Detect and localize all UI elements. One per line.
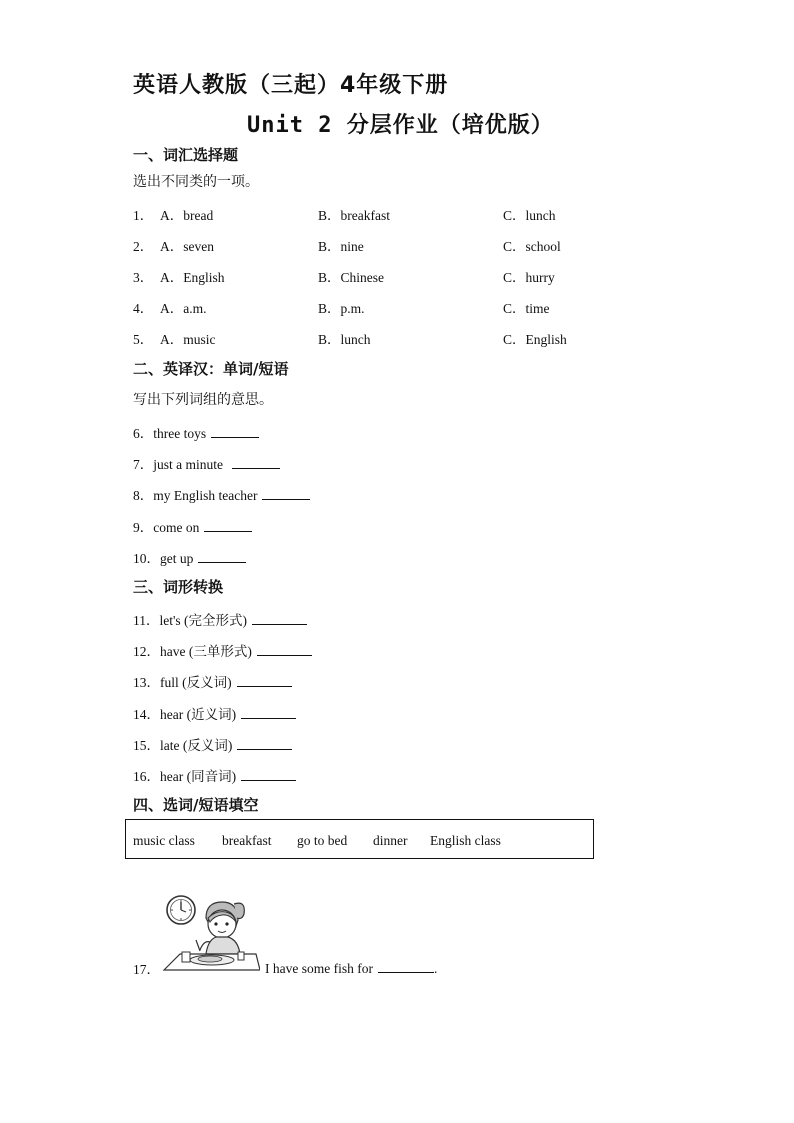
section-1-heading: 一、词汇选择题: [133, 146, 239, 164]
q8-answer-blank[interactable]: [262, 485, 310, 500]
q10: [133, 547, 246, 567]
q3-option-a: A．English: [160, 270, 225, 285]
q7: [133, 453, 280, 473]
section-1-instruction: 选出不同类的一项。: [133, 174, 259, 190]
q7-text: 7．just a minute: [133, 457, 223, 472]
q13-text: 13．full (反义词): [133, 675, 232, 690]
q11-answer-blank[interactable]: [252, 610, 307, 625]
word-bank-item: dinner: [373, 833, 408, 848]
page-subtitle: Unit 2 分层作业（培优版）: [247, 113, 554, 138]
q2-option-a: A．seven: [160, 239, 214, 254]
q9-answer-blank[interactable]: [204, 517, 252, 532]
q8-text: 8．my English teacher: [133, 488, 258, 503]
q12-text: 12．have (三单形式): [133, 644, 252, 659]
q3-number: 3．: [133, 270, 154, 285]
word-bank-item: go to bed: [297, 833, 348, 848]
q16-text: 16．hear (同音词): [133, 769, 237, 784]
q10-answer-blank[interactable]: [198, 548, 246, 563]
q3-option-b: B．Chinese: [318, 270, 384, 285]
word-bank-item: breakfast: [222, 833, 272, 848]
section-3-heading: 三、词形转换: [133, 578, 224, 596]
q17-number: 17．: [133, 962, 160, 977]
q8: [133, 484, 310, 504]
q6-text: 6．three toys: [133, 426, 207, 441]
q14: [133, 703, 296, 723]
q12-answer-blank[interactable]: [257, 641, 312, 656]
word-bank-box: [125, 819, 594, 859]
q17-period: .: [433, 961, 438, 976]
q14-text: 14．hear (近义词): [133, 707, 237, 722]
girl-eating-illustration: [160, 890, 260, 975]
page-title: 英语人教版（三起）4年级下册: [133, 73, 449, 98]
clock-icon: [167, 896, 195, 924]
q4-number: 4．: [133, 301, 154, 316]
q5-number: 5．: [133, 332, 154, 347]
q14-answer-blank[interactable]: [241, 704, 296, 719]
section-4-heading: 四、选词/短语填空: [133, 796, 259, 814]
q5-option-a: A．music: [160, 332, 216, 347]
q15-text: 15．late (反义词): [133, 738, 233, 753]
q6-answer-blank[interactable]: [211, 423, 259, 438]
section-2-heading: 二、英译汉：单词/短语: [133, 360, 289, 378]
q1-option-c: C．lunch: [503, 208, 556, 223]
q2-number: 2．: [133, 239, 154, 254]
q13-answer-blank[interactable]: [237, 672, 292, 687]
q4-option-b: B．p.m.: [318, 301, 365, 316]
q1-option-a: A．bread: [160, 208, 214, 223]
q11: [133, 609, 307, 629]
q11-text: 11．let's (完全形式): [133, 613, 248, 628]
word-bank-item: music class: [133, 833, 195, 848]
q3-option-c: C．hurry: [503, 270, 555, 285]
q15: [133, 734, 292, 754]
q17-answer-blank[interactable]: [378, 958, 434, 973]
q2-option-b: B．nine: [318, 239, 364, 254]
q4-option-a: A．a.m.: [160, 301, 207, 316]
q4-option-c: C．time: [503, 301, 550, 316]
q15-answer-blank[interactable]: [237, 735, 292, 750]
q5-option-c: C．English: [503, 332, 567, 347]
word-bank-item: English class: [430, 833, 501, 848]
q2-option-c: C．school: [503, 239, 561, 254]
section-2-instruction: 写出下列词组的意思。: [133, 392, 273, 408]
q7-answer-blank[interactable]: [232, 454, 280, 469]
q9: [133, 516, 252, 536]
q17-text: I have some fish for: [265, 961, 373, 976]
q6: [133, 422, 259, 442]
q16-answer-blank[interactable]: [241, 766, 296, 781]
q1-number: 1．: [133, 208, 154, 223]
q1-option-b: B．breakfast: [318, 208, 390, 223]
q12: [133, 640, 312, 660]
q5-option-b: B．lunch: [318, 332, 371, 347]
q10-text: 10．get up: [133, 551, 194, 566]
q9-text: 9．come on: [133, 520, 200, 535]
q16: [133, 765, 296, 785]
q17: [265, 958, 437, 977]
q13: [133, 671, 292, 691]
